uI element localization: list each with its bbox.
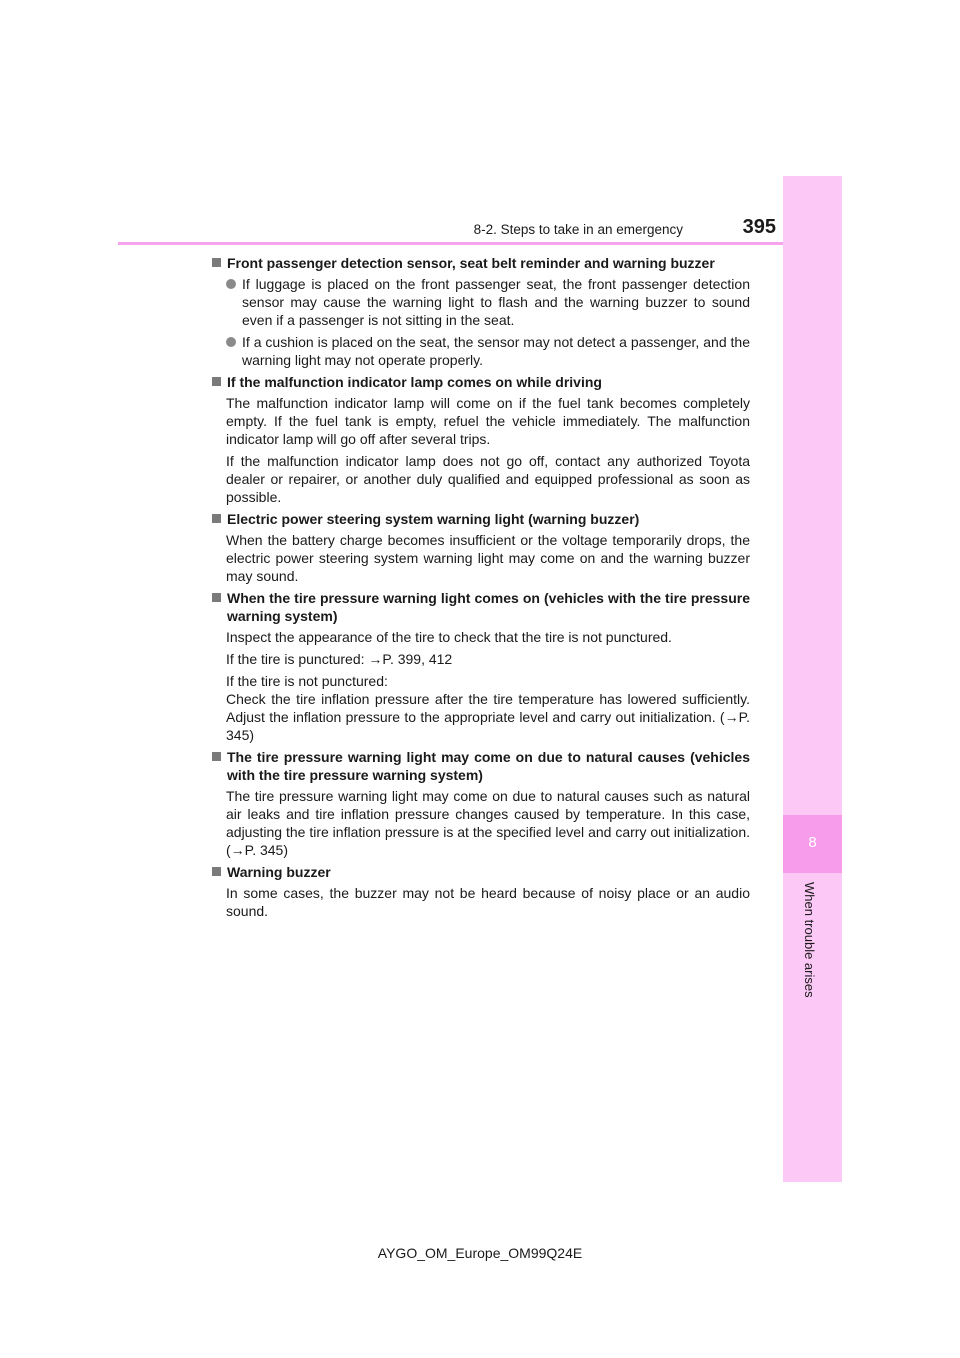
- square-bullet-icon: [212, 593, 221, 602]
- page-number: 395: [742, 216, 776, 238]
- paragraph: The tire pressure warning light may come on due to natural causes such as natural air leaks and tire inflation pressure changes caused by temperature. In this case, adjusting the tire inflation pressure is at the specified level and carry out initialization. (→P. 345): [226, 788, 750, 858]
- header-rule: [118, 242, 783, 245]
- paragraph: The malfunction indicator lamp will come on if the fuel tank becomes completely empty. If the fuel tank is empty, refuel the vehicle immediately. The malfunction indicator lamp will go off after several trips.: [226, 395, 750, 447]
- section-title: Electric power steering system warning light (warning buzzer): [227, 511, 640, 527]
- square-bullet-icon: [212, 752, 221, 761]
- chapter-number: 8: [808, 834, 817, 851]
- chapter-title: When trouble arises: [802, 882, 817, 998]
- list-item: [226, 333, 750, 369]
- round-bullet-icon: [226, 337, 236, 347]
- section-heading-item: [210, 748, 750, 784]
- paragraph: When the battery charge becomes insufficient or the voltage temporarily drops, the electric power steering system warning light may come on and the warning buzzer may sound.: [226, 532, 750, 584]
- section-heading: 8-2. Steps to take in an emergency: [473, 222, 683, 237]
- section-title: If the malfunction indicator lamp comes on while driving: [227, 374, 602, 390]
- section-heading-item: [210, 863, 750, 881]
- section-tire-pressure-light: [210, 589, 750, 744]
- square-bullet-icon: [212, 258, 221, 267]
- page-content: [210, 254, 750, 924]
- list-item-text: If a cushion is placed on the seat, the sensor may not detect a passenger, and the warning light may not operate properly.: [242, 334, 750, 368]
- paragraph: If the tire is not punctured:: [226, 673, 388, 689]
- chapter-number-block: [783, 815, 842, 873]
- section-malfunction-indicator: [210, 373, 750, 506]
- paragraph: Inspect the appearance of the tire to check that the tire is not punctured.: [226, 629, 672, 645]
- paragraph: If the malfunction indicator lamp does not go off, contact any authorized Toyota dealer or repairer, or another duly qualified and equipped professional as soon as possible.: [226, 453, 750, 505]
- paragraph: If the tire is punctured: →P. 399, 412: [226, 651, 453, 667]
- list-item: [226, 275, 750, 329]
- square-bullet-icon: [212, 377, 221, 386]
- page-footer: [0, 1244, 960, 1262]
- square-bullet-icon: [212, 867, 221, 876]
- section-heading-item: [210, 589, 750, 625]
- section-heading-item: [210, 510, 750, 528]
- list-item-text: If luggage is placed on the front passenger seat, the front passenger detection sensor may cause the warning light to flash and the warning buzzer to sound even if a passenger is not sitting in the seat.: [242, 276, 750, 328]
- section-title: When the tire pressure warning light comes on (vehicles with the tire pressure warning system): [227, 590, 750, 624]
- section-power-steering: [210, 510, 750, 585]
- paragraph: In some cases, the buzzer may not be heard because of noisy place or an audio sound.: [226, 885, 750, 919]
- document-code: AYGO_OM_Europe_OM99Q24E: [377, 1245, 583, 1261]
- section-title: Warning buzzer: [227, 864, 331, 880]
- section-warning-buzzer: [210, 863, 750, 920]
- section-natural-causes: [210, 748, 750, 859]
- section-title: The tire pressure warning light may come on due to natural causes (vehicles with the tire pressure warning system): [227, 749, 750, 783]
- section-front-passenger-sensor: [210, 254, 750, 369]
- section-heading-item: [210, 254, 750, 272]
- square-bullet-icon: [212, 514, 221, 523]
- section-title: Front passenger detection sensor, seat belt reminder and warning buzzer: [227, 255, 715, 271]
- round-bullet-icon: [226, 279, 236, 289]
- paragraph: Check the tire inflation pressure after the tire temperature has lowered sufficiently. Adjust the inflation pressure to the appropriate level and carry out initialization. (→P. 345): [226, 691, 750, 743]
- section-heading-item: [210, 373, 750, 391]
